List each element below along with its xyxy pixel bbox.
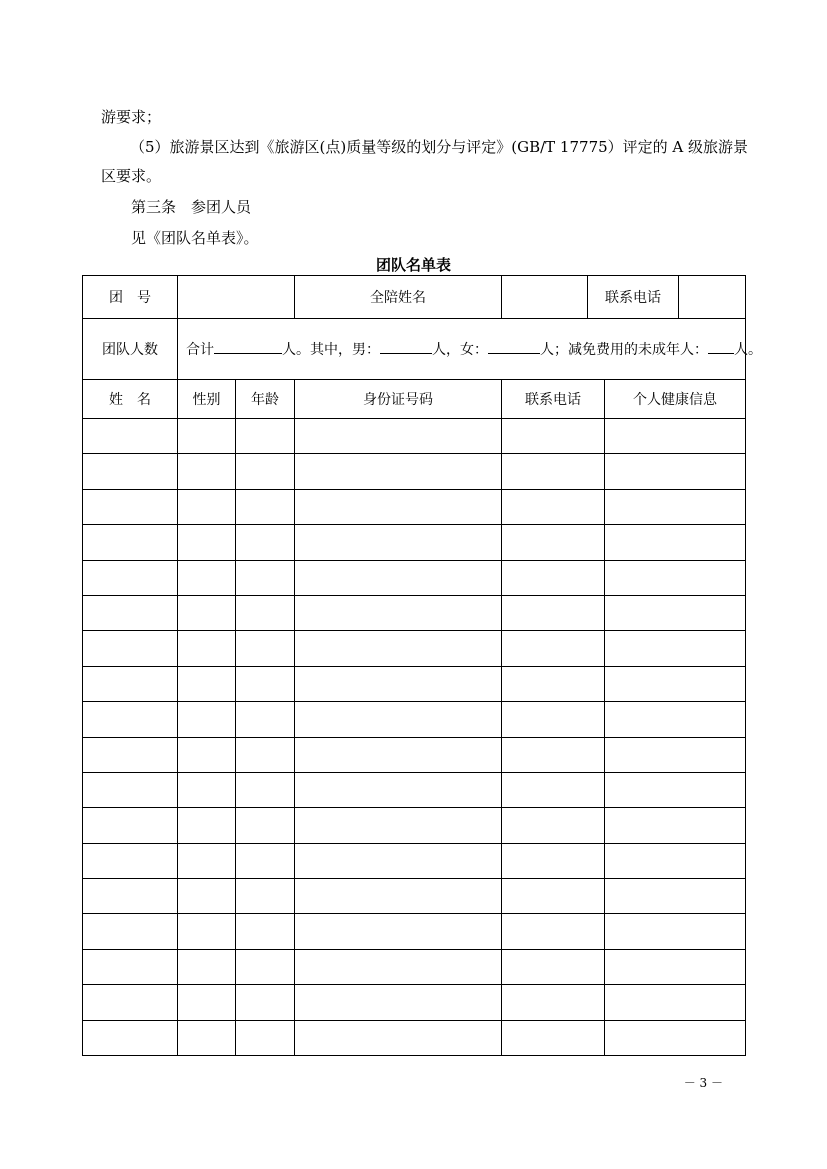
cell-phone[interactable] <box>502 666 605 701</box>
cell-health-info[interactable] <box>605 489 746 524</box>
contact-phone-label: 联系电话 <box>588 276 679 318</box>
cell-health-info[interactable] <box>605 631 746 666</box>
cell-id-number[interactable] <box>295 843 502 878</box>
cell-gender[interactable] <box>178 702 236 737</box>
cell-gender[interactable] <box>178 666 236 701</box>
cell-age[interactable] <box>236 702 295 737</box>
cell-health-info[interactable] <box>605 914 746 949</box>
cell-phone[interactable] <box>502 489 605 524</box>
cell-id-number[interactable] <box>295 808 502 843</box>
cell-phone[interactable] <box>502 843 605 878</box>
cell-phone[interactable] <box>502 560 605 595</box>
team-size-counts: 合计 人。其中，男： 人，女： 人；减免费用的未成年人： 人。 <box>178 319 746 380</box>
cell-id-number[interactable] <box>295 560 502 595</box>
cell-health-info[interactable] <box>605 1020 746 1055</box>
table-row <box>83 631 746 666</box>
cell-phone[interactable] <box>502 1020 605 1055</box>
cell-gender[interactable] <box>178 914 236 949</box>
cell-phone[interactable] <box>502 631 605 666</box>
cell-gender[interactable] <box>178 631 236 666</box>
table-row <box>83 772 746 807</box>
cell-gender[interactable] <box>178 595 236 630</box>
table-title: 团队名单表 <box>375 256 451 274</box>
paragraph-line: 见《团队名单表》。 <box>131 229 259 247</box>
cell-name[interactable] <box>83 949 178 984</box>
cell-health-info[interactable] <box>605 666 746 701</box>
team-size-label: 团队人数 <box>83 319 178 380</box>
page-number: － 3 － <box>683 1076 723 1090</box>
table-row <box>83 808 746 843</box>
total-count-blank[interactable] <box>214 339 282 354</box>
cell-name[interactable] <box>83 454 178 489</box>
cell-phone[interactable] <box>502 595 605 630</box>
cell-age[interactable] <box>236 454 295 489</box>
cell-name[interactable] <box>83 808 178 843</box>
cell-health-info[interactable] <box>605 595 746 630</box>
table-row <box>83 666 746 701</box>
cell-health-info[interactable] <box>605 772 746 807</box>
cell-age[interactable] <box>236 560 295 595</box>
cell-name[interactable] <box>83 985 178 1020</box>
cell-age[interactable] <box>236 843 295 878</box>
cell-age[interactable] <box>236 914 295 949</box>
header-id-number: 身份证号码 <box>295 380 502 419</box>
table-row <box>83 595 746 630</box>
cell-name[interactable] <box>83 489 178 524</box>
cell-id-number[interactable] <box>295 702 502 737</box>
cell-health-info[interactable] <box>605 879 746 914</box>
cell-phone[interactable] <box>502 949 605 984</box>
phone-group <box>588 276 746 319</box>
cell-phone[interactable] <box>502 985 605 1020</box>
cell-gender[interactable] <box>178 985 236 1020</box>
cell-age[interactable] <box>236 949 295 984</box>
escort-name-field[interactable] <box>502 276 588 319</box>
table-row <box>83 737 746 772</box>
table-row <box>83 985 746 1020</box>
cell-health-info[interactable] <box>605 808 746 843</box>
cell-gender[interactable] <box>178 949 236 984</box>
cell-age[interactable] <box>236 666 295 701</box>
cell-phone[interactable] <box>502 454 605 489</box>
paragraph-line: 区要求。 <box>101 167 162 185</box>
cell-age[interactable] <box>236 772 295 807</box>
cell-id-number[interactable] <box>295 1020 502 1055</box>
cell-id-number[interactable] <box>295 595 502 630</box>
cell-age[interactable] <box>236 1020 295 1055</box>
cell-id-number[interactable] <box>295 419 502 454</box>
cell-phone[interactable] <box>502 419 605 454</box>
cell-name[interactable] <box>83 595 178 630</box>
cell-phone[interactable] <box>502 879 605 914</box>
escort-name-label: 全陪姓名 <box>295 276 502 319</box>
cell-gender[interactable] <box>178 419 236 454</box>
cell-age[interactable] <box>236 808 295 843</box>
cell-phone[interactable] <box>502 702 605 737</box>
cell-name[interactable] <box>83 702 178 737</box>
header-gender: 性别 <box>178 380 236 419</box>
cell-phone[interactable] <box>502 808 605 843</box>
cell-name[interactable] <box>83 666 178 701</box>
header-age: 年龄 <box>236 380 295 419</box>
cell-id-number[interactable] <box>295 525 502 560</box>
team-number-field[interactable] <box>178 276 295 319</box>
paragraph-line: 游要求； <box>101 108 162 126</box>
cell-age[interactable] <box>236 879 295 914</box>
header-health-info: 个人健康信息 <box>605 380 746 419</box>
table-row <box>83 1020 746 1055</box>
team-roster-table <box>82 275 762 1056</box>
cell-id-number[interactable] <box>295 772 502 807</box>
cell-gender[interactable] <box>178 843 236 878</box>
cell-gender[interactable] <box>178 879 236 914</box>
table-row <box>83 489 746 524</box>
cell-id-number[interactable] <box>295 879 502 914</box>
cell-phone[interactable] <box>502 737 605 772</box>
cell-age[interactable] <box>236 631 295 666</box>
cell-health-info[interactable] <box>605 454 746 489</box>
table-row <box>83 843 746 878</box>
cell-age[interactable] <box>236 419 295 454</box>
cell-gender[interactable] <box>178 772 236 807</box>
cell-health-info[interactable] <box>605 737 746 772</box>
cell-age[interactable] <box>236 985 295 1020</box>
cell-id-number[interactable] <box>295 454 502 489</box>
cell-name[interactable] <box>83 879 178 914</box>
minor-count-blank[interactable] <box>708 339 734 354</box>
cell-health-info[interactable] <box>605 843 746 878</box>
cell-gender[interactable] <box>178 560 236 595</box>
table-row <box>83 560 746 595</box>
cell-gender[interactable] <box>178 454 236 489</box>
cell-name[interactable] <box>83 914 178 949</box>
cell-health-info[interactable] <box>605 985 746 1020</box>
table-row <box>83 702 746 737</box>
cell-id-number[interactable] <box>295 666 502 701</box>
cell-health-info[interactable] <box>605 702 746 737</box>
cell-phone[interactable] <box>502 914 605 949</box>
cell-gender[interactable] <box>178 1020 236 1055</box>
cell-age[interactable] <box>236 595 295 630</box>
cell-health-info[interactable] <box>605 525 746 560</box>
table-row <box>83 525 746 560</box>
cell-health-info[interactable] <box>605 949 746 984</box>
cell-name[interactable] <box>83 419 178 454</box>
cell-age[interactable] <box>236 737 295 772</box>
cell-id-number[interactable] <box>295 631 502 666</box>
table-row <box>83 419 746 454</box>
cell-gender[interactable] <box>178 808 236 843</box>
cell-name[interactable] <box>83 737 178 772</box>
cell-phone[interactable] <box>502 525 605 560</box>
cell-name[interactable] <box>83 1020 178 1055</box>
cell-id-number[interactable] <box>295 985 502 1020</box>
team-number-label: 团 号 <box>83 276 178 319</box>
header-name: 姓 名 <box>83 380 178 419</box>
male-count-blank[interactable] <box>380 339 432 354</box>
contact-phone-field[interactable] <box>679 276 745 318</box>
female-count-blank[interactable] <box>488 339 540 354</box>
cell-gender[interactable] <box>178 489 236 524</box>
cell-name[interactable] <box>83 560 178 595</box>
table-row <box>83 949 746 984</box>
cell-phone[interactable] <box>502 772 605 807</box>
cell-id-number[interactable] <box>295 949 502 984</box>
table-row <box>83 454 746 489</box>
cell-name[interactable] <box>83 631 178 666</box>
table-row <box>83 879 746 914</box>
cell-name[interactable] <box>83 843 178 878</box>
article-heading: 第三条 参团人员 <box>131 198 252 216</box>
cell-gender[interactable] <box>178 525 236 560</box>
paragraph-line: （5）旅游景区达到《旅游区(点)质量等级的划分与评定》(GB/T 17775）评定的 A 级旅游景 <box>130 138 749 156</box>
cell-age[interactable] <box>236 525 295 560</box>
cell-id-number[interactable] <box>295 737 502 772</box>
header-phone: 联系电话 <box>502 380 605 419</box>
cell-health-info[interactable] <box>605 419 746 454</box>
cell-age[interactable] <box>236 489 295 524</box>
cell-gender[interactable] <box>178 737 236 772</box>
table-row <box>83 914 746 949</box>
cell-id-number[interactable] <box>295 489 502 524</box>
cell-name[interactable] <box>83 772 178 807</box>
cell-id-number[interactable] <box>295 914 502 949</box>
cell-health-info[interactable] <box>605 560 746 595</box>
cell-name[interactable] <box>83 525 178 560</box>
